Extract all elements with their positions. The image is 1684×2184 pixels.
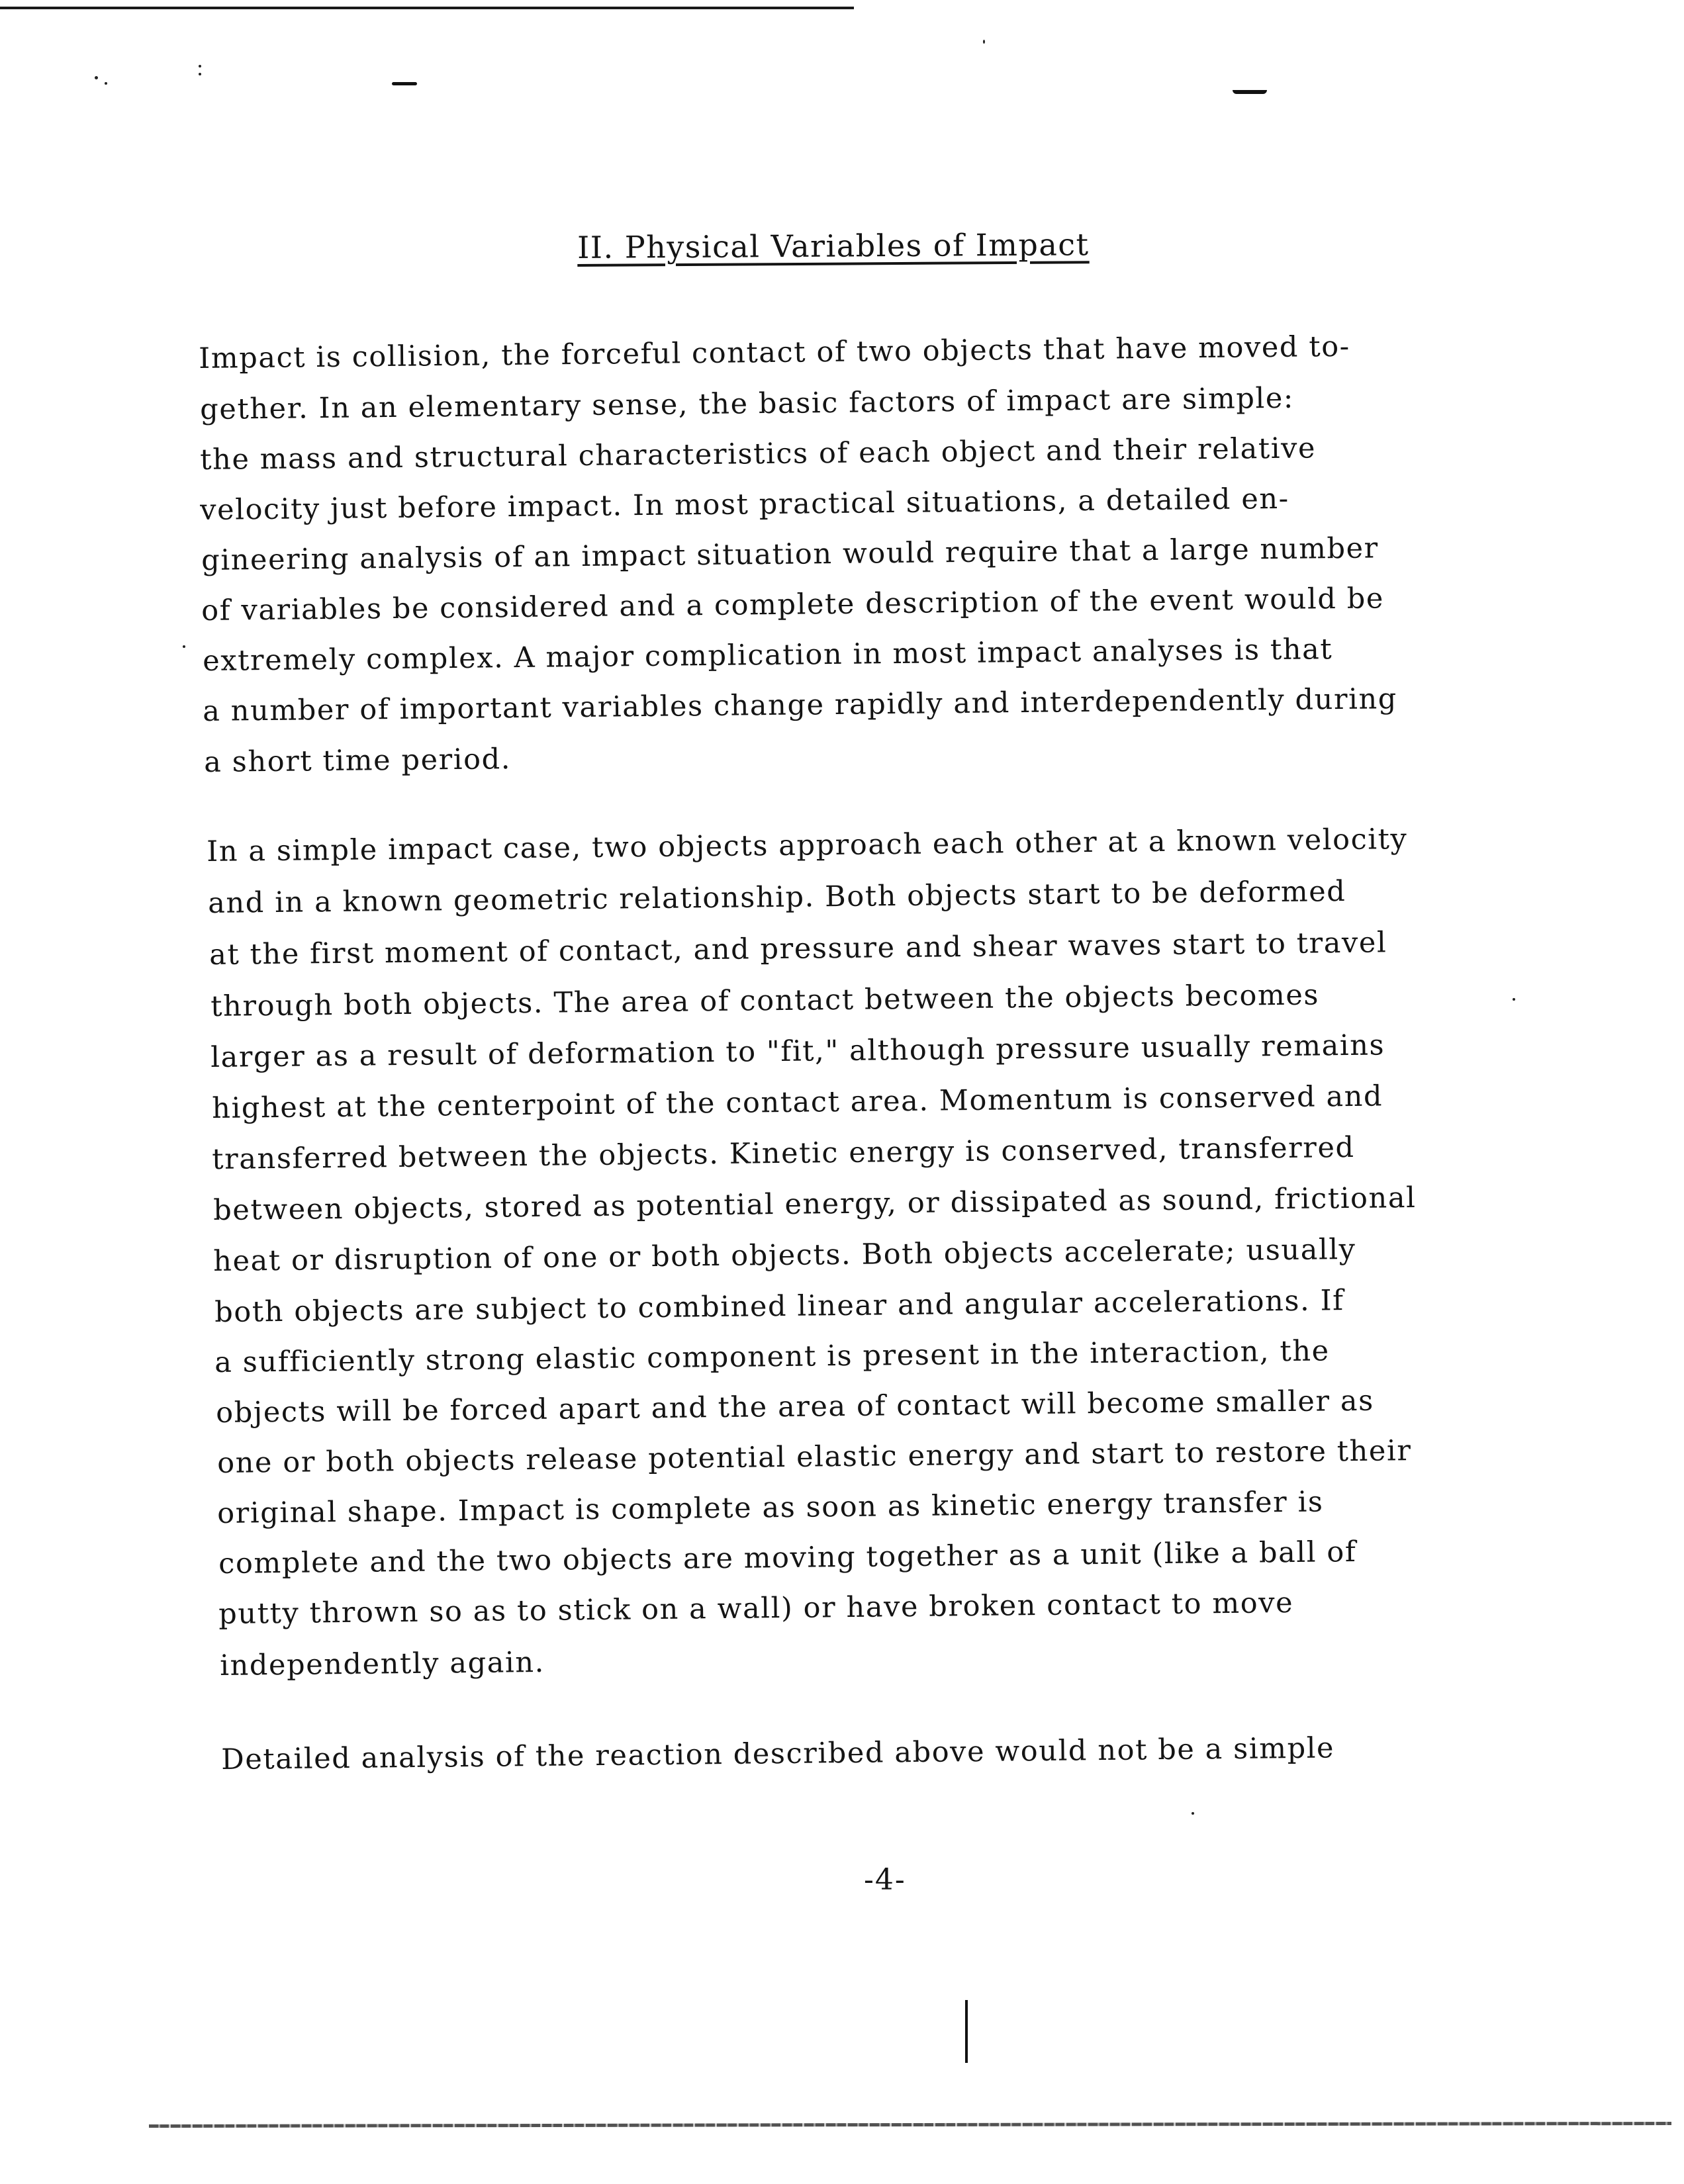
text-line: putty thrown so as to stick on a wall) or have broken contact to move	[218, 1586, 1294, 1631]
scan-speck	[95, 76, 98, 79]
scan-speck	[199, 73, 201, 75]
text-line: objects will be forced apart and the area of contact will become smaller as	[216, 1384, 1375, 1430]
bottom-scan-rule	[149, 2122, 1671, 2128]
scan-mark	[392, 82, 417, 85]
scan-speck	[1192, 1812, 1194, 1815]
text-line: original shape. Impact is complete as soon as kinetic energy transfer is	[217, 1485, 1324, 1530]
scan-mark	[1233, 90, 1267, 94]
scan-mark	[965, 2000, 968, 2063]
text-line: and in a known geometric relationship. Both objects start to be deformed	[208, 874, 1346, 920]
text-line: a number of important variables change rapidly and interdependently during	[203, 682, 1398, 728]
text-line: gether. In an elementary sense, the basic factors of impact are simple:	[200, 381, 1295, 426]
scan-speck	[1513, 998, 1515, 1001]
text-line: velocity just before impact. In most practical situations, a detailed en-	[200, 482, 1290, 527]
text-line: a sufficiently strong elastic component is present in the interaction, the	[214, 1334, 1330, 1379]
text-line: of variables be considered and a complete description of the event would be	[201, 582, 1385, 627]
text-line: complete and the two objects are moving together as a unit (like a ball of	[218, 1535, 1357, 1580]
text-line: between objects, stored as potential energy, or dissipated as sound, frictional	[213, 1181, 1417, 1227]
text-line: Detailed analysis of the reaction described above would not be a simple	[221, 1731, 1335, 1776]
text-line: highest at the centerpoint of the contact area. Momentum is conserved and	[212, 1079, 1383, 1125]
page-number: -4-	[864, 1863, 906, 1897]
text-line: at the first moment of contact, and pressure and shear waves start to travel	[209, 926, 1387, 972]
text-line: the mass and structural characteristics of each object and their relative	[200, 432, 1317, 477]
text-line: gineering analysis of an impact situation would require that a large number	[201, 531, 1380, 577]
text-line: a short time period.	[204, 743, 512, 779]
text-line: independently again.	[220, 1645, 545, 1682]
text-line: through both objects. The area of contact between the objects becomes	[210, 978, 1320, 1023]
scan-speck	[105, 82, 107, 85]
scan-speck	[983, 40, 985, 44]
scan-speck	[199, 65, 201, 68]
text-line: larger as a result of deformation to "fit," although pressure usually remains	[210, 1028, 1385, 1074]
text-line: extremely complex. A major complication in most impact analyses is that	[203, 633, 1333, 678]
text-line: Impact is collision, the forceful contact of two objects that have moved to-	[199, 330, 1351, 375]
top-rule	[0, 7, 854, 9]
scan-speck	[183, 645, 185, 648]
text-line: both objects are subject to combined linear and angular accelerations. If	[214, 1284, 1344, 1329]
text-line: transferred between the objects. Kinetic energy is conserved, transferred	[212, 1130, 1355, 1176]
section-title: II. Physical Variables of Impact	[577, 226, 1090, 265]
text-line: heat or disruption of one or both objects. Both objects accelerate; usually	[213, 1232, 1356, 1278]
text-line: one or both objects release potential elastic energy and start to restore their	[217, 1434, 1412, 1480]
text-line: In a simple impact case, two objects approach each other at a known velocity	[207, 823, 1408, 868]
